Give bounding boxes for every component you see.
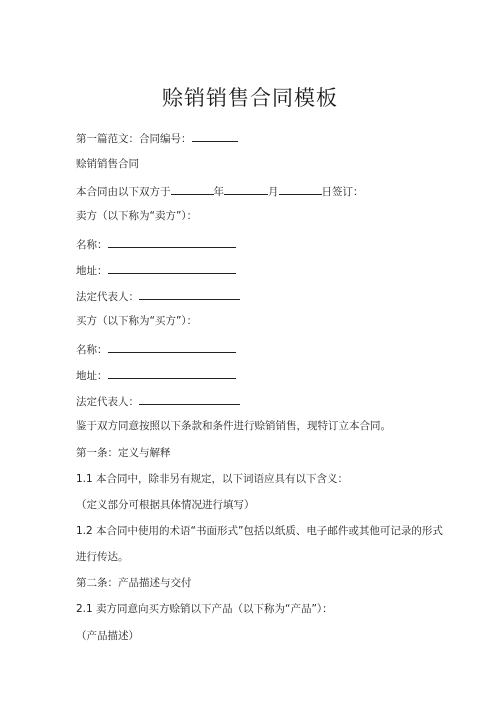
signing-place-blank [171, 183, 214, 195]
buyer-name-line [76, 341, 236, 357]
contract-name-line: 赊销销售合同 [76, 158, 139, 170]
buyer-representative-label: 法定代表人： [76, 396, 139, 408]
buyer-address-blank [108, 367, 236, 379]
buyer-representative-blank [139, 393, 240, 405]
clause-1-2-continued: 进行传达。 [76, 551, 129, 563]
buyer-address-label: 地址： [76, 370, 108, 382]
seller-representative-line [76, 288, 240, 304]
day-label: 日签订： [321, 186, 364, 198]
seller-address-line [76, 262, 236, 278]
clause-1-1: 1.1 本合同中，除非另有规定，以下词语应具有以下含义： [76, 473, 349, 485]
buyer-name-blank [108, 341, 236, 353]
seller-address-blank [108, 262, 236, 274]
buyer-heading: 买方（以下称为“买方”）： [76, 315, 198, 327]
buyer-name-label: 名称： [76, 344, 108, 356]
seller-address-label: 地址： [76, 265, 108, 277]
definitions-note: （定义部分可根据具体情况进行填写） [76, 499, 255, 511]
article-1-heading: 第一条：定义与解释 [76, 447, 171, 459]
contract-number-label: 第一篇范文：合同编号： [76, 133, 192, 145]
buyer-address-line [76, 367, 236, 383]
contract-number-blank [192, 130, 238, 142]
clause-1-2: 1.2 本合同中使用的术语“书面形式”包括以纸质、电子邮件或其他可记录的形式 [76, 525, 443, 537]
product-description-note: （产品描述） [76, 630, 139, 642]
month-blank [279, 183, 322, 195]
contract-number-line [76, 130, 238, 146]
clause-2-1: 2.1 卖方同意向买方赊销以下产品（以下称为“产品”）： [76, 603, 333, 615]
seller-heading: 卖方（以下称为“卖方”）： [76, 210, 198, 222]
seller-representative-label: 法定代表人： [76, 291, 139, 303]
seller-name-line [76, 236, 236, 252]
seller-name-label: 名称： [76, 239, 108, 251]
month-label: 月 [268, 186, 279, 198]
year-label: 年 [213, 186, 224, 198]
buyer-representative-line [76, 393, 240, 409]
document-title: 赊销销售合同模板 [162, 86, 338, 110]
preamble-paragraph: 鉴于双方同意按照以下条款和条件进行赊销销售，现特订立本合同。 [76, 420, 391, 432]
seller-representative-blank [139, 288, 240, 300]
signing-date-prefix: 本合同由以下双方于 [76, 186, 171, 198]
signing-date-line [76, 183, 364, 199]
article-2-heading: 第二条：产品描述与交付 [76, 577, 192, 589]
year-blank [224, 183, 268, 195]
seller-name-blank [108, 236, 236, 248]
